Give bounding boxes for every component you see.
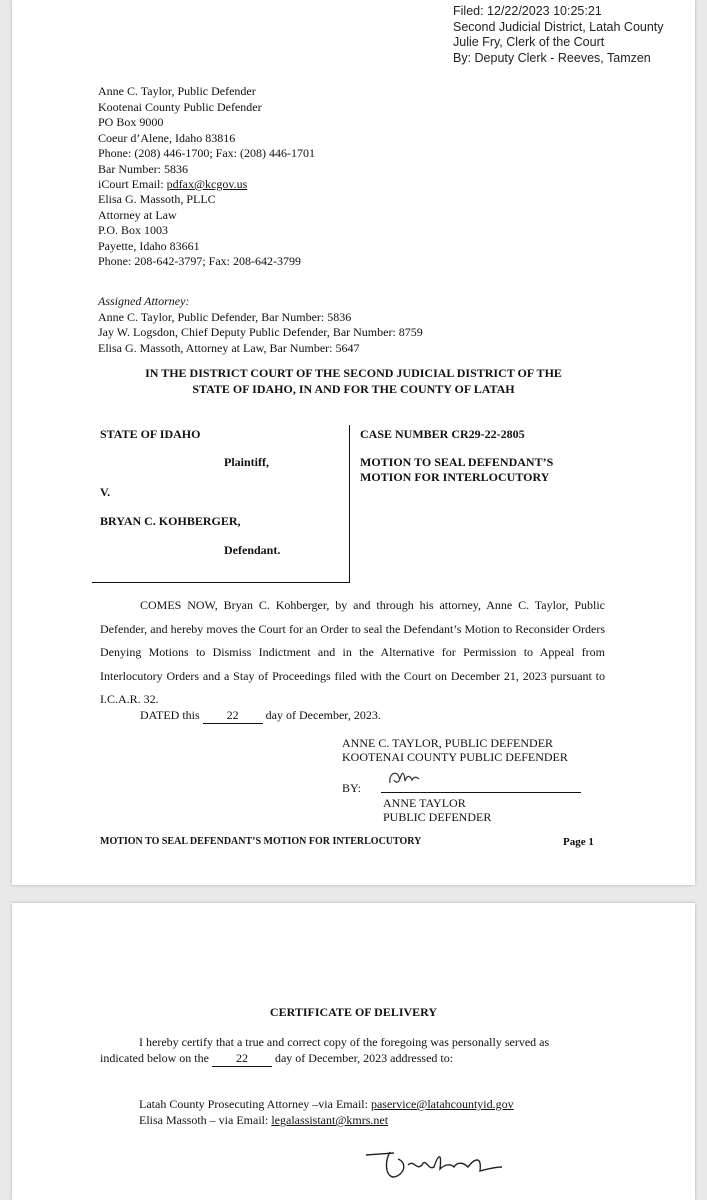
defendant-name: BRYAN C. KOHBERGER, <box>100 514 241 528</box>
filed-district: Second Judicial District, Latah County <box>453 19 664 34</box>
cc-firm: Elisa G. Massoth, PLLC <box>98 192 216 206</box>
filed-datetime: Filed: 12/22/2023 10:25:21 <box>453 4 602 18</box>
public-defender-block <box>98 84 315 193</box>
cc-title: Attorney at Law <box>98 207 177 222</box>
signature-line <box>381 792 581 793</box>
document-page-2 <box>12 903 695 1200</box>
signature-office-line1: ANNE C. TAYLOR, PUBLIC DEFENDER <box>342 736 554 750</box>
certificate-line2-prefix: indicated below on the <box>100 1051 209 1065</box>
signature-by-label: BY: <box>342 781 361 795</box>
versus: V. <box>100 485 111 499</box>
pd-city: Coeur d’Alene, Idaho 83816 <box>98 130 236 145</box>
defendant-label: Defendant. <box>224 543 281 557</box>
certificate-day: 22 <box>212 1050 272 1067</box>
dated-day: 22 <box>203 708 263 724</box>
recipient-1-label: Latah County Prosecuting Attorney –via Email: <box>139 1097 371 1111</box>
filed-by: By: Deputy Clerk - Reeves, Tamzen <box>453 50 651 65</box>
filing-stamp <box>453 4 664 66</box>
court-heading-line2: STATE OF IDAHO, IN AND FOR THE COUNTY OF LATAH <box>192 382 515 396</box>
recipient-2 <box>139 1112 388 1128</box>
pd-email-link[interactable]: pdfax@kcgov.us <box>166 177 248 191</box>
pd-bar: Bar Number: 5836 <box>98 161 188 176</box>
certificate-line2-suffix: day of December, 2023 addressed to: <box>274 1051 454 1065</box>
pd-email-line <box>98 177 315 193</box>
dated-suffix: day of December, 2023. <box>265 708 381 722</box>
plaintiff-label: Plaintiff, <box>224 455 269 469</box>
pd-email-label: iCourt Email: <box>98 177 167 191</box>
plaintiff-name: STATE OF IDAHO <box>100 427 201 441</box>
recipient-1 <box>139 1096 514 1112</box>
document-title-line1: MOTION TO SEAL DEFENDANT’S <box>360 455 554 469</box>
pd-name: Anne C. Taylor, Public Defender <box>98 84 256 98</box>
filed-clerk: Julie Fry, Clerk of the Court <box>453 35 605 49</box>
motion-body: COMES NOW, Bryan C. Kohberger, by and through his attorney, Anne C. Taylor, Public Defender, and hereby moves the Court for an Order to seal the Defendant’s Motion to Reconsider Orders Denying Motions to Dismiss Indictment and in the Alternative for Permission to Appeal from Interlocutory Orders and a Stay of Proceedings filed with the Court on December 21, 2023 pursuant to I.C.A.R. 32. <box>100 598 605 706</box>
assigned-line: Elisa G. Massoth, Attorney at Law, Bar Number: 5647 <box>98 340 360 355</box>
certificate-heading: CERTIFICATE OF DELIVERY <box>269 1005 438 1019</box>
caption-horizontal-rule <box>92 582 350 583</box>
pd-phone: Phone: (208) 446-1700; Fax: (208) 446-1701 <box>98 146 315 160</box>
caption-vertical-rule <box>349 425 350 583</box>
cc-phone: Phone: 208-642-3797; Fax: 208-642-3799 <box>98 254 301 268</box>
cc-city: Payette, Idaho 83661 <box>98 238 200 253</box>
recipient-2-email[interactable]: legalassistant@kmrs.net <box>271 1113 389 1127</box>
document-page-1 <box>12 0 695 885</box>
co-counsel-block <box>98 192 301 270</box>
signature-image-clerk <box>364 1147 524 1183</box>
certificate-line2 <box>100 1050 453 1067</box>
signer-block <box>383 796 491 824</box>
certificate-line1: I hereby certify that a true and correct copy of the foregoing was personally served as <box>139 1035 550 1049</box>
dated-prefix: DATED this <box>140 708 200 722</box>
signer-title: PUBLIC DEFENDER <box>383 810 492 824</box>
signature-office <box>342 736 568 764</box>
cc-po-box: P.O. Box 1003 <box>98 223 169 237</box>
assigned-line: Anne C. Taylor, Public Defender, Bar Number: 5836 <box>98 309 352 324</box>
assigned-attorney-block <box>98 294 423 356</box>
signature-office-line2: KOOTENAI COUNTY PUBLIC DEFENDER <box>342 750 568 764</box>
recipient-1-email[interactable]: paservice@latahcountyid.gov <box>370 1097 514 1111</box>
court-heading-line1: IN THE DISTRICT COURT OF THE SECOND JUDICIAL DISTRICT OF THE <box>145 366 562 380</box>
pd-po-box: PO Box 9000 <box>98 115 164 129</box>
document-title-line2: MOTION FOR INTERLOCUTORY <box>360 470 550 484</box>
signature-image-taylor <box>386 765 422 789</box>
dated-line <box>140 708 381 724</box>
court-heading <box>12 365 695 397</box>
case-number: CASE NUMBER CR29-22-2805 <box>360 427 525 441</box>
footer-title: MOTION TO SEAL DEFENDANT’S MOTION FOR INTERLOCUTORY <box>100 836 422 847</box>
assigned-label: Assigned Attorney: <box>98 294 190 308</box>
pd-office: Kootenai County Public Defender <box>98 99 262 114</box>
footer-page-number: Page 1 <box>563 836 594 848</box>
assigned-line: Jay W. Logsdon, Chief Deputy Public Defender, Bar Number: 8759 <box>98 325 423 339</box>
signer-name: ANNE TAYLOR <box>383 796 466 810</box>
recipient-2-label: Elisa Massoth – via Email: <box>139 1113 272 1127</box>
document-title <box>360 455 553 485</box>
